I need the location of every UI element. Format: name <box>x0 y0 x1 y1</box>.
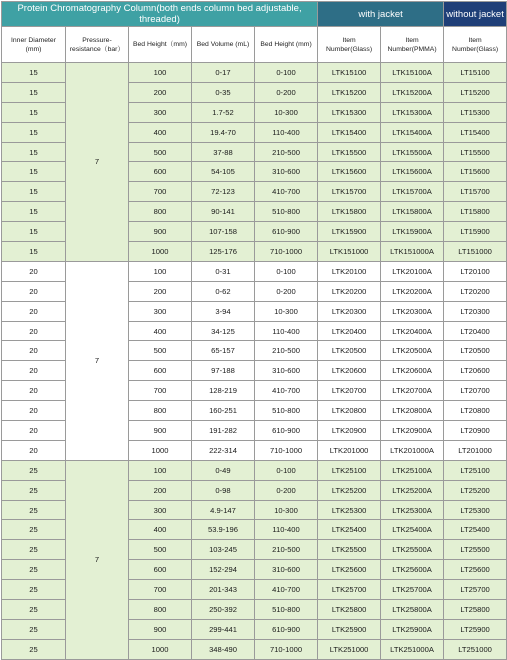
item-glass-jacket-cell: LTK25400 <box>318 520 381 540</box>
item-pmma-jacket-cell: LTK201000A <box>381 440 444 460</box>
pressure-cell: 7 <box>66 460 129 659</box>
header-bed-height: Bed Height（mm) <box>129 27 192 63</box>
bed-height-adjustable-cell: 0-100 <box>255 63 318 83</box>
bed-height-cell: 500 <box>129 341 192 361</box>
item-glass-jacket-cell: LTK20900 <box>318 421 381 441</box>
item-pmma-jacket-cell: LTK15900A <box>381 222 444 242</box>
with-jacket-title: with jacket <box>318 2 444 27</box>
bed-height-adjustable-cell: 710-1000 <box>255 639 318 659</box>
item-pmma-jacket-cell: LTK15700A <box>381 182 444 202</box>
table-body <box>2 63 507 660</box>
item-glass-no-jacket-cell: LT25700 <box>444 580 507 600</box>
item-glass-jacket-cell: LTK25200 <box>318 480 381 500</box>
item-pmma-jacket-cell: LTK20300A <box>381 301 444 321</box>
item-glass-no-jacket-cell: LT25600 <box>444 560 507 580</box>
bed-height-adjustable-cell: 0-100 <box>255 460 318 480</box>
bed-volume-cell: 4.9-147 <box>192 500 255 520</box>
bed-height-adjustable-cell: 310-600 <box>255 560 318 580</box>
item-pmma-jacket-cell: LTK25800A <box>381 600 444 620</box>
inner-diameter-cell: 20 <box>2 281 66 301</box>
column-header-row <box>2 27 507 63</box>
item-pmma-jacket-cell: LTK15200A <box>381 82 444 102</box>
header-item-pmma-jacket: Item Number(PMMA) <box>381 27 444 63</box>
inner-diameter-cell: 15 <box>2 142 66 162</box>
item-glass-jacket-cell: LTK20800 <box>318 401 381 421</box>
item-pmma-jacket-cell: LTK15600A <box>381 162 444 182</box>
bed-volume-cell: 0-62 <box>192 281 255 301</box>
bed-volume-cell: 222-314 <box>192 440 255 460</box>
item-glass-no-jacket-cell: LT20300 <box>444 301 507 321</box>
bed-height-cell: 1000 <box>129 639 192 659</box>
bed-height-adjustable-cell: 710-1000 <box>255 242 318 262</box>
bed-height-cell: 400 <box>129 520 192 540</box>
bed-height-adjustable-cell: 0-100 <box>255 261 318 281</box>
inner-diameter-cell: 20 <box>2 440 66 460</box>
item-glass-jacket-cell: LTK20100 <box>318 261 381 281</box>
bed-height-adjustable-cell: 410-700 <box>255 182 318 202</box>
bed-height-cell: 600 <box>129 361 192 381</box>
bed-height-adjustable-cell: 610-900 <box>255 421 318 441</box>
item-pmma-jacket-cell: LTK15300A <box>381 102 444 122</box>
item-glass-jacket-cell: LTK25800 <box>318 600 381 620</box>
bed-volume-cell: 0-49 <box>192 460 255 480</box>
inner-diameter-cell: 20 <box>2 401 66 421</box>
bed-volume-cell: 37-88 <box>192 142 255 162</box>
bed-height-cell: 800 <box>129 600 192 620</box>
item-glass-jacket-cell: LTK25700 <box>318 580 381 600</box>
bed-height-adjustable-cell: 510-800 <box>255 600 318 620</box>
bed-height-cell: 900 <box>129 222 192 242</box>
item-glass-no-jacket-cell: LT20900 <box>444 421 507 441</box>
header-item-glass-jacket: Item Number(Glass) <box>318 27 381 63</box>
bed-height-cell: 500 <box>129 540 192 560</box>
bed-volume-cell: 3-94 <box>192 301 255 321</box>
bed-height-adjustable-cell: 110-400 <box>255 321 318 341</box>
item-glass-jacket-cell: LTK20600 <box>318 361 381 381</box>
bed-height-cell: 1000 <box>129 440 192 460</box>
item-glass-no-jacket-cell: LT25500 <box>444 540 507 560</box>
table-row <box>2 63 507 83</box>
inner-diameter-cell: 25 <box>2 480 66 500</box>
inner-diameter-cell: 15 <box>2 162 66 182</box>
item-glass-no-jacket-cell: LT20500 <box>444 341 507 361</box>
header-bed-height-adjustable: Bed Height (mm) <box>255 27 318 63</box>
item-pmma-jacket-cell: LTK25500A <box>381 540 444 560</box>
item-glass-jacket-cell: LTK25300 <box>318 500 381 520</box>
item-glass-no-jacket-cell: LT25100 <box>444 460 507 480</box>
inner-diameter-cell: 25 <box>2 600 66 620</box>
inner-diameter-cell: 25 <box>2 540 66 560</box>
item-glass-jacket-cell: LTK15300 <box>318 102 381 122</box>
pressure-cell: 7 <box>66 63 129 262</box>
item-pmma-jacket-cell: LTK20500A <box>381 341 444 361</box>
spec-table-wrapper <box>1 1 506 660</box>
bed-volume-cell: 0-35 <box>192 82 255 102</box>
item-glass-no-jacket-cell: LT15500 <box>444 142 507 162</box>
bed-volume-cell: 201-343 <box>192 580 255 600</box>
bed-volume-cell: 54-105 <box>192 162 255 182</box>
bed-volume-cell: 97-188 <box>192 361 255 381</box>
item-glass-jacket-cell: LTK25600 <box>318 560 381 580</box>
pressure-cell: 7 <box>66 261 129 460</box>
item-glass-jacket-cell: LTK25500 <box>318 540 381 560</box>
bed-height-adjustable-cell: 10-300 <box>255 102 318 122</box>
inner-diameter-cell: 15 <box>2 202 66 222</box>
item-glass-no-jacket-cell: LT25200 <box>444 480 507 500</box>
bed-volume-cell: 299-441 <box>192 619 255 639</box>
inner-diameter-cell: 25 <box>2 500 66 520</box>
item-pmma-jacket-cell: LTK20700A <box>381 381 444 401</box>
inner-diameter-cell: 15 <box>2 242 66 262</box>
item-glass-jacket-cell: LTK15600 <box>318 162 381 182</box>
item-glass-no-jacket-cell: LT20200 <box>444 281 507 301</box>
item-glass-jacket-cell: LTK151000 <box>318 242 381 262</box>
bed-height-cell: 100 <box>129 63 192 83</box>
item-pmma-jacket-cell: LTK25300A <box>381 500 444 520</box>
bed-height-adjustable-cell: 210-500 <box>255 540 318 560</box>
item-pmma-jacket-cell: LTK20900A <box>381 421 444 441</box>
item-glass-no-jacket-cell: LT15200 <box>444 82 507 102</box>
item-pmma-jacket-cell: LTK20100A <box>381 261 444 281</box>
item-glass-jacket-cell: LTK251000 <box>318 639 381 659</box>
item-pmma-jacket-cell: LTK15500A <box>381 142 444 162</box>
bed-height-cell: 900 <box>129 421 192 441</box>
bed-height-adjustable-cell: 210-500 <box>255 142 318 162</box>
bed-height-cell: 100 <box>129 460 192 480</box>
item-pmma-jacket-cell: LTK25600A <box>381 560 444 580</box>
item-glass-no-jacket-cell: LT15400 <box>444 122 507 142</box>
item-glass-no-jacket-cell: LT15300 <box>444 102 507 122</box>
bed-height-cell: 700 <box>129 580 192 600</box>
title-row <box>2 2 507 27</box>
item-glass-no-jacket-cell: LT25400 <box>444 520 507 540</box>
bed-volume-cell: 19.4-70 <box>192 122 255 142</box>
item-glass-jacket-cell: LTK15400 <box>318 122 381 142</box>
item-pmma-jacket-cell: LTK25100A <box>381 460 444 480</box>
item-glass-jacket-cell: LTK20700 <box>318 381 381 401</box>
bed-height-adjustable-cell: 610-900 <box>255 222 318 242</box>
bed-height-adjustable-cell: 0-200 <box>255 82 318 102</box>
table-row <box>2 460 507 480</box>
header-bed-volume: Bed Volume (mL) <box>192 27 255 63</box>
item-glass-no-jacket-cell: LT25900 <box>444 619 507 639</box>
item-glass-no-jacket-cell: LT15600 <box>444 162 507 182</box>
inner-diameter-cell: 15 <box>2 182 66 202</box>
item-pmma-jacket-cell: LTK25700A <box>381 580 444 600</box>
item-glass-jacket-cell: LTK15500 <box>318 142 381 162</box>
item-glass-no-jacket-cell: LT15700 <box>444 182 507 202</box>
bed-height-cell: 200 <box>129 82 192 102</box>
item-pmma-jacket-cell: LTK20800A <box>381 401 444 421</box>
bed-volume-cell: 0-17 <box>192 63 255 83</box>
bed-height-adjustable-cell: 510-800 <box>255 401 318 421</box>
item-glass-jacket-cell: LTK15100 <box>318 63 381 83</box>
bed-volume-cell: 160-251 <box>192 401 255 421</box>
bed-volume-cell: 1.7-52 <box>192 102 255 122</box>
bed-height-cell: 500 <box>129 142 192 162</box>
header-inner-diameter: Inner Diameter (mm) <box>2 27 66 63</box>
bed-height-adjustable-cell: 510-800 <box>255 202 318 222</box>
item-glass-jacket-cell: LTK25900 <box>318 619 381 639</box>
bed-volume-cell: 107-158 <box>192 222 255 242</box>
bed-volume-cell: 72-123 <box>192 182 255 202</box>
bed-height-adjustable-cell: 0-200 <box>255 480 318 500</box>
bed-height-adjustable-cell: 110-400 <box>255 122 318 142</box>
item-pmma-jacket-cell: LTK20200A <box>381 281 444 301</box>
item-glass-no-jacket-cell: LT151000 <box>444 242 507 262</box>
header-item-glass-no-jacket: Item Number(Glass) <box>444 27 507 63</box>
bed-height-adjustable-cell: 0-200 <box>255 281 318 301</box>
item-pmma-jacket-cell: LTK20400A <box>381 321 444 341</box>
item-pmma-jacket-cell: LTK25400A <box>381 520 444 540</box>
bed-volume-cell: 53.9-196 <box>192 520 255 540</box>
bed-height-cell: 600 <box>129 162 192 182</box>
bed-volume-cell: 103-245 <box>192 540 255 560</box>
item-glass-no-jacket-cell: LT201000 <box>444 440 507 460</box>
item-glass-jacket-cell: LTK201000 <box>318 440 381 460</box>
item-glass-no-jacket-cell: LT20100 <box>444 261 507 281</box>
bed-height-cell: 700 <box>129 182 192 202</box>
bed-volume-cell: 348-490 <box>192 639 255 659</box>
inner-diameter-cell: 15 <box>2 122 66 142</box>
bed-volume-cell: 128-219 <box>192 381 255 401</box>
chromatography-column-table <box>1 1 507 660</box>
inner-diameter-cell: 20 <box>2 301 66 321</box>
item-glass-no-jacket-cell: LT20700 <box>444 381 507 401</box>
bed-height-adjustable-cell: 710-1000 <box>255 440 318 460</box>
bed-volume-cell: 250-392 <box>192 600 255 620</box>
item-glass-no-jacket-cell: LT15800 <box>444 202 507 222</box>
item-glass-jacket-cell: LTK20400 <box>318 321 381 341</box>
item-glass-no-jacket-cell: LT15900 <box>444 222 507 242</box>
bed-volume-cell: 90-141 <box>192 202 255 222</box>
item-glass-jacket-cell: LTK20500 <box>318 341 381 361</box>
bed-volume-cell: 0-31 <box>192 261 255 281</box>
item-pmma-jacket-cell: LTK20600A <box>381 361 444 381</box>
item-pmma-jacket-cell: LTK251000A <box>381 639 444 659</box>
bed-height-cell: 400 <box>129 122 192 142</box>
bed-volume-cell: 65-157 <box>192 341 255 361</box>
bed-height-adjustable-cell: 310-600 <box>255 162 318 182</box>
bed-height-cell: 200 <box>129 480 192 500</box>
item-pmma-jacket-cell: LTK151000A <box>381 242 444 262</box>
item-glass-jacket-cell: LTK15800 <box>318 202 381 222</box>
bed-height-cell: 200 <box>129 281 192 301</box>
item-glass-jacket-cell: LTK25100 <box>318 460 381 480</box>
item-pmma-jacket-cell: LTK15800A <box>381 202 444 222</box>
inner-diameter-cell: 20 <box>2 381 66 401</box>
inner-diameter-cell: 20 <box>2 261 66 281</box>
inner-diameter-cell: 25 <box>2 460 66 480</box>
inner-diameter-cell: 25 <box>2 560 66 580</box>
table-row <box>2 261 507 281</box>
bed-height-cell: 1000 <box>129 242 192 262</box>
item-glass-jacket-cell: LTK20300 <box>318 301 381 321</box>
inner-diameter-cell: 25 <box>2 520 66 540</box>
bed-height-cell: 300 <box>129 500 192 520</box>
bed-height-adjustable-cell: 310-600 <box>255 361 318 381</box>
bed-height-cell: 700 <box>129 381 192 401</box>
bed-volume-cell: 152-294 <box>192 560 255 580</box>
item-pmma-jacket-cell: LTK25200A <box>381 480 444 500</box>
item-glass-no-jacket-cell: LT15100 <box>444 63 507 83</box>
inner-diameter-cell: 15 <box>2 222 66 242</box>
inner-diameter-cell: 20 <box>2 341 66 361</box>
bed-height-adjustable-cell: 410-700 <box>255 381 318 401</box>
inner-diameter-cell: 25 <box>2 639 66 659</box>
item-glass-no-jacket-cell: LT20600 <box>444 361 507 381</box>
item-pmma-jacket-cell: LTK15400A <box>381 122 444 142</box>
bed-height-cell: 400 <box>129 321 192 341</box>
bed-height-adjustable-cell: 10-300 <box>255 301 318 321</box>
bed-height-adjustable-cell: 210-500 <box>255 341 318 361</box>
item-glass-no-jacket-cell: LT25800 <box>444 600 507 620</box>
inner-diameter-cell: 20 <box>2 421 66 441</box>
item-pmma-jacket-cell: LTK15100A <box>381 63 444 83</box>
bed-height-cell: 300 <box>129 301 192 321</box>
item-pmma-jacket-cell: LTK25900A <box>381 619 444 639</box>
inner-diameter-cell: 20 <box>2 361 66 381</box>
main-title: Protein Chromatography Column(both ends column bed adjustable, threaded) <box>2 2 318 27</box>
item-glass-no-jacket-cell: LT251000 <box>444 639 507 659</box>
bed-volume-cell: 191-282 <box>192 421 255 441</box>
item-glass-jacket-cell: LTK15200 <box>318 82 381 102</box>
bed-height-adjustable-cell: 10-300 <box>255 500 318 520</box>
item-glass-jacket-cell: LTK20200 <box>318 281 381 301</box>
item-glass-no-jacket-cell: LT20800 <box>444 401 507 421</box>
bed-height-adjustable-cell: 610-900 <box>255 619 318 639</box>
header-pressure: Pressure-resistance（bar） <box>66 27 129 63</box>
without-jacket-title: without jacket <box>444 2 507 27</box>
inner-diameter-cell: 15 <box>2 102 66 122</box>
bed-height-cell: 800 <box>129 401 192 421</box>
item-glass-jacket-cell: LTK15900 <box>318 222 381 242</box>
inner-diameter-cell: 20 <box>2 321 66 341</box>
bed-volume-cell: 34-125 <box>192 321 255 341</box>
inner-diameter-cell: 15 <box>2 82 66 102</box>
item-glass-no-jacket-cell: LT20400 <box>444 321 507 341</box>
bed-height-adjustable-cell: 110-400 <box>255 520 318 540</box>
inner-diameter-cell: 15 <box>2 63 66 83</box>
bed-height-cell: 800 <box>129 202 192 222</box>
inner-diameter-cell: 25 <box>2 619 66 639</box>
bed-volume-cell: 125-176 <box>192 242 255 262</box>
bed-height-adjustable-cell: 410-700 <box>255 580 318 600</box>
bed-volume-cell: 0-98 <box>192 480 255 500</box>
bed-height-cell: 300 <box>129 102 192 122</box>
bed-height-cell: 100 <box>129 261 192 281</box>
item-glass-jacket-cell: LTK15700 <box>318 182 381 202</box>
bed-height-cell: 900 <box>129 619 192 639</box>
bed-height-cell: 600 <box>129 560 192 580</box>
inner-diameter-cell: 25 <box>2 580 66 600</box>
item-glass-no-jacket-cell: LT25300 <box>444 500 507 520</box>
